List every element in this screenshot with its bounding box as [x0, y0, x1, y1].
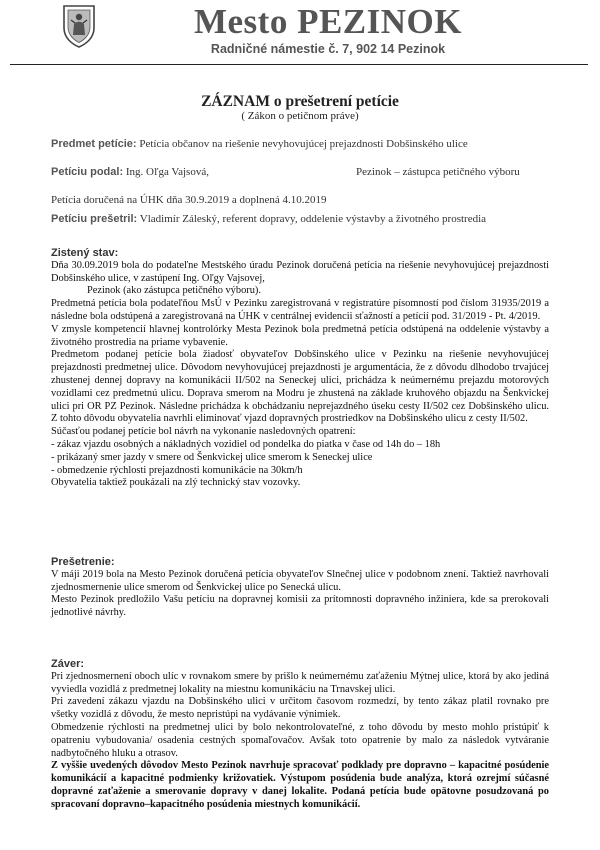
conclusion-paragraph: Obmedzenie rýchlosti na predmetnej ulici by bolo nekontrolovateľné, z toho dôvodu by mesto mohlo pristúpiť k opatreniu vybudovania/ osadenia cestných spomaľovačov. Avšak toto opatrenie by malo za následok vytváranie nadbytočného hluku a otrasov. [51, 721, 549, 759]
findings-paragraph: Obyvatelia taktiež poukázali na zlý technický stav vozovky. [51, 477, 301, 489]
investigation-paragraph: Mesto Pezinok predložilo Vašu petíciu na dopravnej komisii za prítomnosti dopravného inžiniera, kde sa prerokovali jednotlivé návrhy. [51, 594, 549, 619]
header-divider [10, 64, 588, 65]
subject-value: Petícia občanov na riešenie nevyhovujúcej prejazdnosti Dobšinského ulice [139, 138, 468, 150]
petition-subject [51, 138, 468, 150]
findings-heading: Zistený stav: [51, 247, 119, 259]
conclusion-paragraph: Z vyššie uvedených dôvodov Mesto Pezinok navrhuje spracovať podklady pre dopravno – kapacitné posúdenie komunikácií a kapacitné podmienky križovatiek. Výstupom posúdenia bude analýza, ktorá ozrejmí súčasné dopravné zaťaženie a smerovanie dopravy v danej lokalite. Podaná petícia bude opätovne posudzovaná po spracovaní dopravno–kapacitného posúdenia miestnych komunikácií. [51, 760, 549, 810]
conclusion-heading: Záver: [51, 658, 85, 670]
petition-filed-by [51, 166, 520, 178]
coat-of-arms-icon [62, 4, 96, 48]
measure-item: - zákaz vjazdu osobných a nákladných vozidiel od pondelka do piatka v čase od 14h do – 18h [51, 438, 441, 450]
examined-value: Vladimír Záleský, referent dopravy, oddelenie výstavby a životného prostredia [139, 213, 487, 225]
petition-delivered: Petícia doručená na ÚHK dňa 30.9.2019 a doplnená 4.10.2019 [51, 194, 327, 206]
document-title: ZÁZNAM o prešetrení petície [201, 93, 399, 110]
findings-paragraph: Dňa 30.09.2019 bola do podateľne Mestského úradu Pezinok doručená petícia na riešenie nevyhovujúcej prejazdnosti Dobšinského ulice, v zastúpení Ing. Oľgy Vajsovej, [51, 259, 549, 284]
filed-by-label: Petíciu podal: [51, 166, 124, 178]
findings-paragraph: Predmetom podanej petície bola žiadosť obyvateľov Dobšinského ulice v Pezinku na riešenie nevyhovujúcej prejazdnosti predmetnej ulice. Dôvodom nevyhovujúcej prejazdnosti je argumentácia, že z dôvodu dlhodobo trvajúcej zhustenej dennej dopravy na komunikácii II/502 na Seneckej ulici, prichádza k neúmernému prejazdu motorových vozidlami cez predmetnú ulicu. Doprava smerom na Modru je zhustená na základe kruhového objazdu na Šenkvickej ulici pri OR PZ Pezinok. Následne prichádza k obchádzaniu neprejazdného úseku cesty II/502 cez Dobšinského ulicu. Z tohto dôvodu obyvatelia navrhli eliminovať vjazd dopravných prostriedkov na Dobšinského ulicu z cesty II/502. [51, 349, 549, 425]
conclusion-paragraph: Pri zavedení zákazu vjazdu na Dobšinského ulici v určitom časovom rozmedzí, by tento zákaz platil rovnako pre všetky vozidlá z dôvodu, že mesto nepristúpi na vydávanie výnimiek. [51, 696, 549, 721]
findings-paragraph: Súčasťou podanej petície bol návrh na vykonanie nasledovných opatrení: [51, 426, 356, 438]
findings-section [51, 247, 549, 490]
findings-paragraph: V zmysle kompetencií hlavnej kontrolórky Mesta Pezinok bola predmetná petícia odstúpená na oddelenie výstavby a životného prostredia na priame vybavenie. [51, 323, 549, 348]
city-address: Radničné námestie č. 7, 902 14 Pezinok [210, 42, 446, 56]
document-subtitle: ( Zákon o petičnom práve) [241, 110, 359, 122]
investigation-section [51, 556, 549, 620]
findings-paragraph: Pezinok (ako zástupca petičného výboru). [87, 285, 261, 297]
conclusion-paragraph: Pri zjednosmernení oboch ulíc v rovnakom smere by prišlo k neúmernému zaťaženiu Mýtnej ulice, ktorá by ako jediná vyviedla vozidlá z predmetnej lokality na miestnu komunikáciu na Trnavskej ulici. [51, 670, 549, 695]
findings-paragraph: Predmetná petícia bola podateľňou MsÚ v Pezinku zaregistrovaná v registratúre písomností pod číslom 31935/2019 a následne bola odstúpená a zaregistrovaná na ÚHK v centrálnej evidencii sťažností a petícií pod. 31/2019 - Pt. 4/2019. [51, 298, 549, 322]
investigation-heading: Prešetrenie: [51, 556, 115, 568]
conclusion-section [51, 658, 549, 812]
investigation-paragraph: V máji 2019 bola na Mesto Pezinok doručená petícia obyvateľov Slnečnej ulice v podobnom znení. Taktiež navrhovali zjednosmernenie ulice smerom od Šenkvickej ulice po Senecká ulicu. [51, 568, 549, 593]
filed-by-role: Pezinok – zástupca petičného výboru [356, 166, 520, 178]
examined-label: Petíciu prešetril: [51, 213, 138, 225]
petition-examined-by [51, 213, 486, 225]
city-title: Mesto PEZINOK [193, 2, 462, 41]
filed-by-value: Ing. Oľga Vajsová, [125, 166, 209, 178]
measure-item: - prikázaný smer jazdy v smere od Šenkvickej ulice smerom k Seneckej ulice [51, 451, 373, 463]
measure-item: - obmedzenie rýchlosti prejazdnosti komunikácie na 30km/h [51, 464, 303, 476]
subject-label: Predmet petície: [51, 138, 137, 150]
